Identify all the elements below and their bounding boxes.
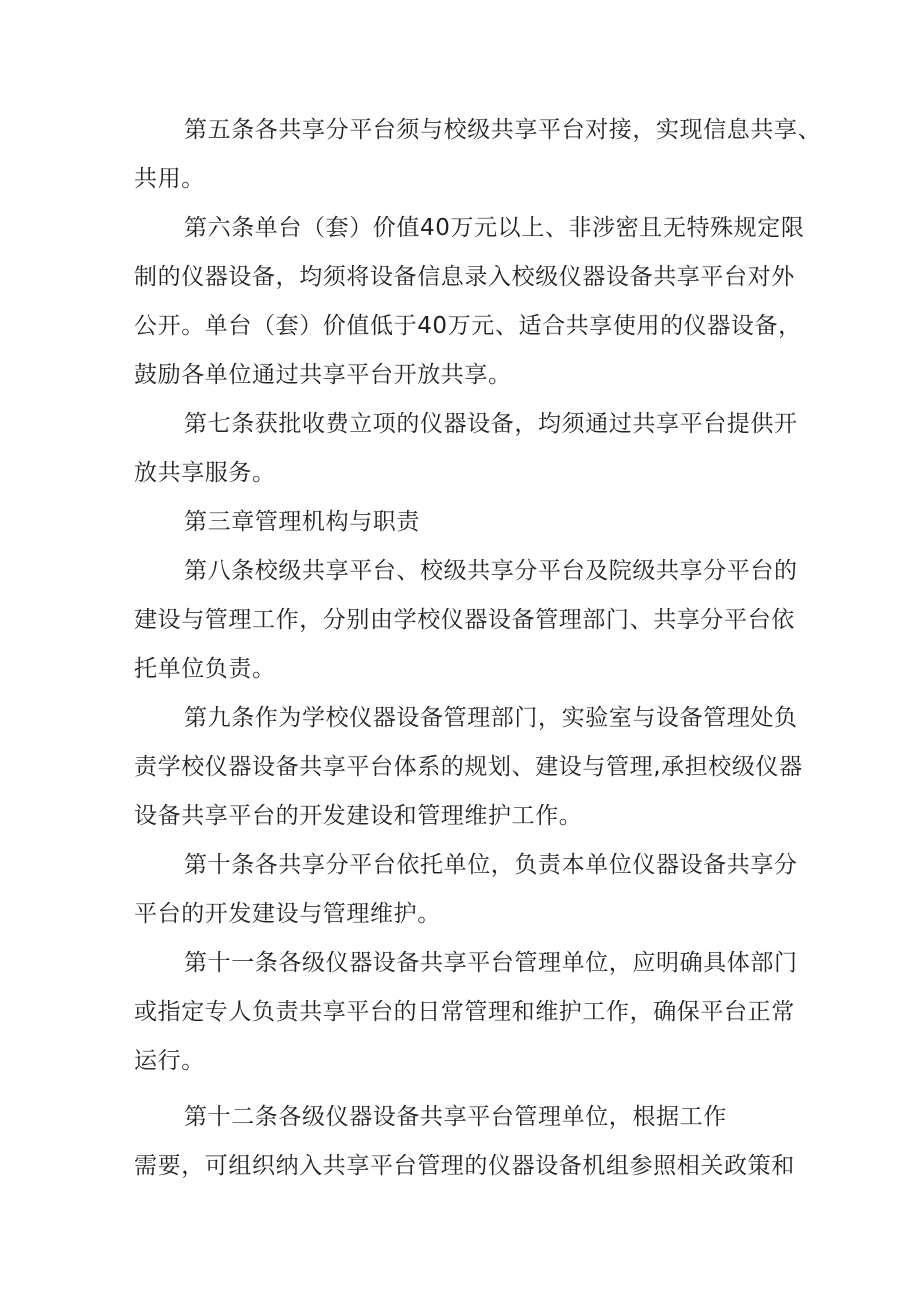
article-12-line-1: 第十二条各级仪器设备共享平台管理单位，根据工作 (184, 1104, 727, 1130)
article-6-line-2: 制的仪器设备，均须将设备信息录入校级仪器设备共享平台对外 (134, 264, 795, 290)
article-8-line-2: 建设与管理工作，分别由学校仪器设备管理部门、共享分平台依 (134, 607, 795, 633)
article-7-line-2: 放共享服务。 (134, 460, 276, 486)
chapter-3-heading: 第三章管理机构与职责 (184, 509, 420, 535)
article-9-line-1: 第九条作为学校仪器设备管理部门，实验室与设备管理处负 (184, 705, 798, 731)
article-11-line-1: 第十一条各级仪器设备共享平台管理单位，应明确具体部门 (184, 950, 798, 976)
article-5-line-2: 共用。 (134, 166, 205, 192)
article-12-line-2: 需要，可组织纳入共享平台管理的仪器设备机组参照相关政策和 (134, 1153, 795, 1179)
article-9-line-2: 责学校仪器设备共享平台体系的规划、建设与管理,承担校级仪器 (134, 754, 803, 780)
article-6-line-4: 鼓励各单位通过共享平台开放共享。 (134, 362, 512, 388)
article-10-line-1: 第十条各共享分平台依托单位，负责本单位仪器设备共享分 (184, 852, 798, 878)
article-10-line-2: 平台的开发建设与管理维护。 (134, 901, 441, 927)
article-9-line-3: 设备共享平台的开发建设和管理维护工作。 (134, 803, 583, 829)
article-8-line-3: 托单位负责。 (134, 656, 276, 682)
article-7-line-1: 第七条获批收费立项的仪器设备，均须通过共享平台提供开 (184, 411, 798, 437)
article-11-line-3: 运行。 (134, 1048, 205, 1074)
article-8-line-1: 第八条校级共享平台、校级共享分平台及院级共享分平台的 (184, 558, 798, 584)
article-5-line-1: 第五条各共享分平台须与校级共享平台对接，实现信息共享、 (184, 117, 822, 143)
article-6-line-1: 第六条单台（套）价值40万元以上、非涉密且无特殊规定限 (184, 215, 805, 241)
article-11-line-2: 或指定专人负责共享平台的日常管理和维护工作，确保平台正常 (134, 999, 795, 1025)
article-6-line-3: 公开。单台（套）价值低于40万元、适合共享使用的仪器设备， (134, 313, 802, 339)
